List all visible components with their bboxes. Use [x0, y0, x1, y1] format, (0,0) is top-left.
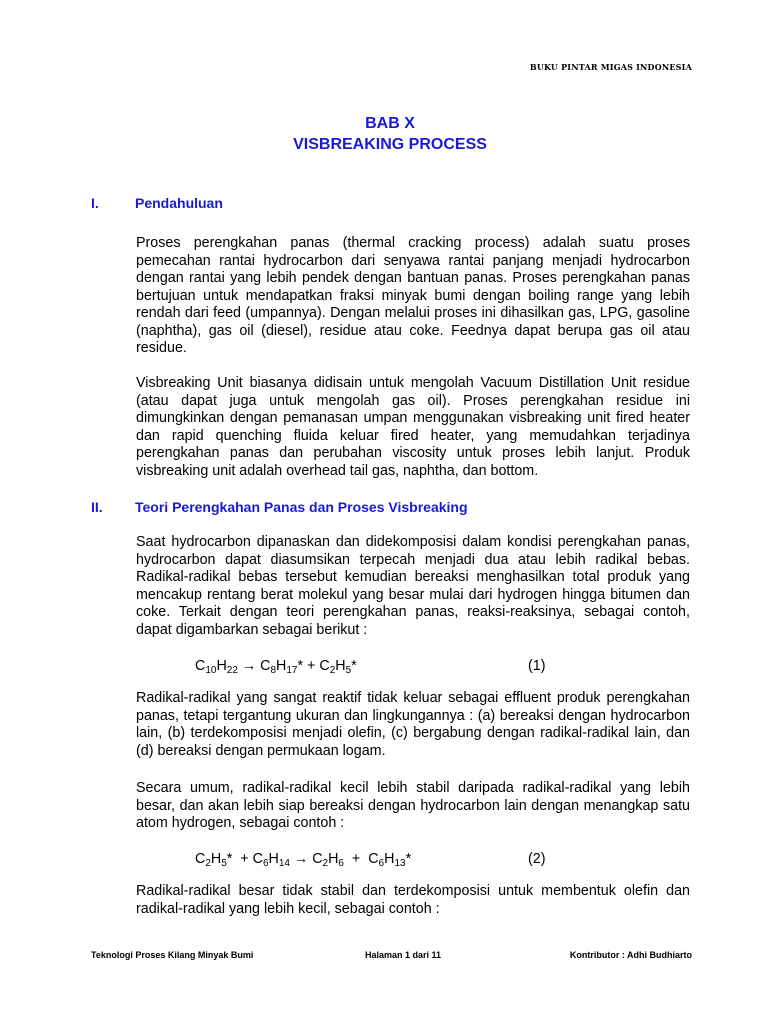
footer-left: Teknologi Proses Kilang Minyak Bumi	[91, 950, 254, 960]
chapter-title: VISBREAKING PROCESS	[293, 136, 487, 153]
equation-1: $C_{10}H_{22} \to C_8H_{17}* + C_2H_5*$	[195, 658, 357, 676]
paragraph-intro-2: Visbreaking Unit biasanya didisain untuk mengolah Vacuum Distillation Unit residue (atau dapat juga untuk mengolah gas oil). Proses perengkahan residue ini dimungkinkan dengan pemanasan umpan menggunakan visbreaking unit fired heater dan rapid quenching fluida keluar fired heater, yang memudahkan terjadinya perengkahan panas dan perubahan viscosity untuk proses lebih lanjut. Produk visbreaking unit adalah overhead tail gas, naphtha, dan bottom.	[136, 375, 690, 479]
paragraph-theory-4: Radikal-radikal besar tidak stabil dan terdekomposisi untuk membentuk olefin dan radikal-radikal yang lebih kecil, sebagai contoh :	[136, 883, 690, 917]
section-number: II.	[91, 499, 103, 515]
equation-number-2: (2)	[528, 851, 546, 867]
section-title: Teori Perengkahan Panas dan Proses Visbreaking	[135, 499, 468, 515]
section-heading-1	[91, 195, 223, 211]
equation-number-1: (1)	[528, 658, 546, 674]
footer-right: Kontributor : Adhi Budhiarto	[569, 950, 692, 960]
chapter-title-block	[0, 113, 768, 155]
paragraph-theory-3: Secara umum, radikal-radikal kecil lebih stabil daripada radikal-radikal yang lebih besar, dan akan lebih siap bereaksi dengan hydrocarbon lain dengan menangkap satu atom hydrogen, sebagai contoh :	[136, 780, 690, 831]
footer-page-number: Halaman 1 dari 11	[365, 950, 442, 960]
equation-2: $C_2H_5* + C_6H_{14} \to C_2H_6 + C_6H_{13}*$	[195, 851, 412, 869]
section-number: I.	[91, 195, 99, 211]
chapter-number: BAB X	[365, 115, 415, 132]
section-heading-2	[91, 499, 468, 515]
section-title: Pendahuluan	[135, 195, 223, 211]
paragraph-intro-1: Proses perengkahan panas (thermal cracking process) adalah suatu proses pemecahan rantai hydrocarbon dari senyawa rantai panjang menjadi hydrocarbon dengan rantai yang lebih pendek dengan bantuan panas. Proses perengkahan panas bertujuan untuk mendapatkan fraksi minyak bumi dengan boiling range yang lebih rendah dari feed (umpannya). Dengan melalui proses ini dihasilkan gas, LPG, gasoline (naphtha), gas oil (diesel), residue atau coke. Feednya dapat berupa gas oil atau residue.	[136, 235, 690, 356]
header-brand: BUKU PINTAR MIGAS INDONESIA	[529, 62, 692, 72]
paragraph-theory-1: Saat hydrocarbon dipanaskan dan didekomposisi dalam kondisi perengkahan panas, hydrocarbon dapat diasumsikan terpecah menjadi dua atau lebih radikal bebas. Radikal-radikal bebas tersebut kemudian bereaksi menghasilkan total produk yang mencakup rentang berat molekul yang besar mulai dari hydrogen hingga bitumen dan coke. Terkait dengan teori perengkahan panas, reaksi-reaksinya, sebagai contoh, dapat digambarkan sebagai berikut :	[136, 534, 690, 638]
paragraph-theory-2: Radikal-radikal yang sangat reaktif tidak keluar sebagai effluent produk perengkahan panas, tetapi tergantung ukuran dan lingkungannya : (a) bereaksi dengan hydrocarbon lain, (b) terdekomposisi menjadi olefin, (c) bergabung dengan radikal-radikal lain, dan (d) bereaksi dengan permukaan logam.	[136, 690, 690, 759]
